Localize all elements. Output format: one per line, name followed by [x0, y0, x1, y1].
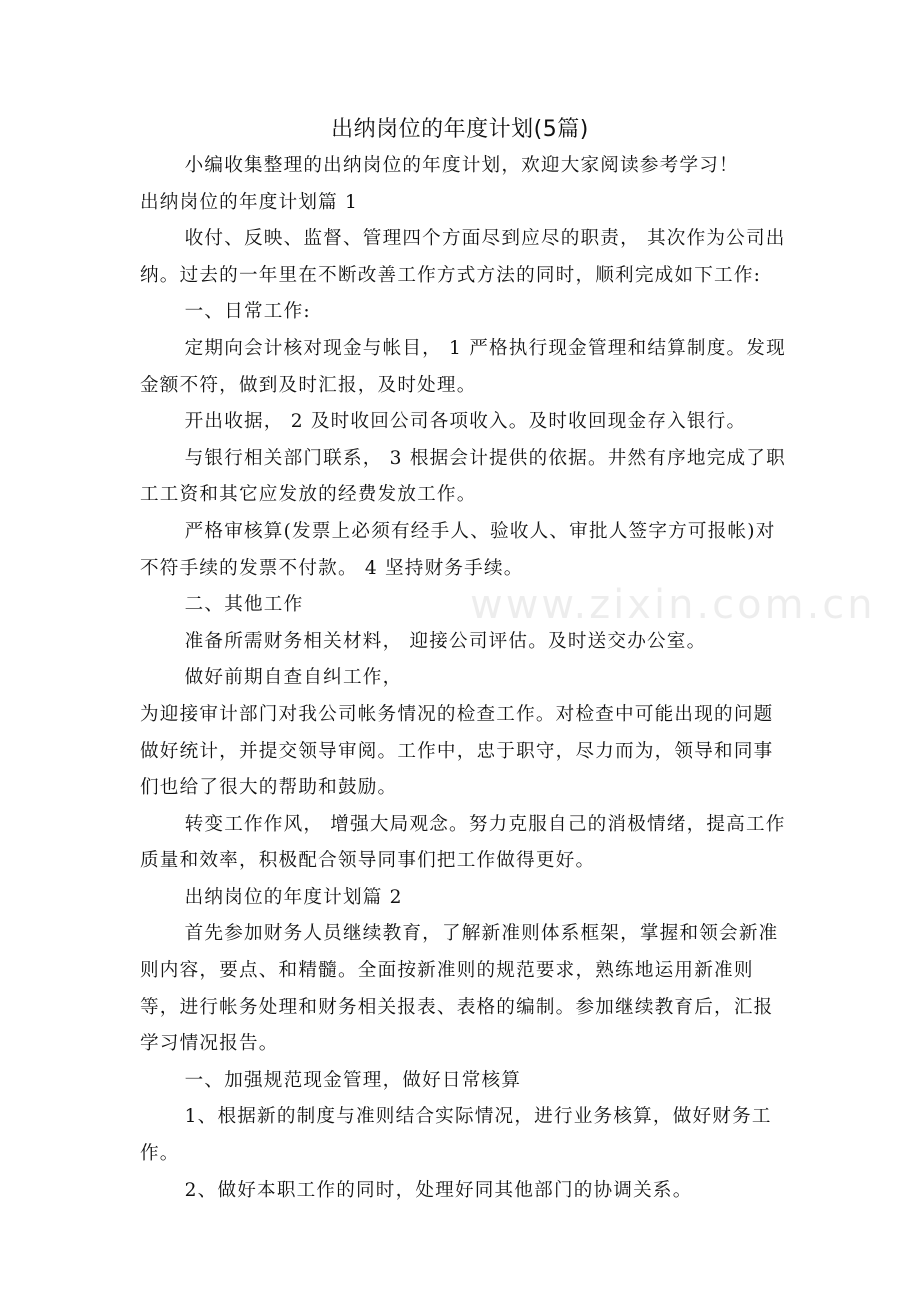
paragraph: 准备所需财务相关材料， 迎接公司评估。及时送交办公室。: [184, 630, 707, 652]
paragraph-intro: 小编收集整理的出纳岗位的年度计划，欢迎大家阅读参考学习！: [184, 155, 739, 176]
paragraph: 转变工作作风， 增强大局观念。努力克服自己的消极情绪，提高工作质量和效率，积极配合领导同事们把工作做得更好。: [140, 813, 786, 872]
paragraph: 首先参加财务人员继续教育，了解新准则体系框架，掌握和领会新准则内容，要点、和精髓。全面按新准则的规范要求，熟练地运用新准则等，进行帐务处理和财务相关报表、表格的编制。参加继续教育后，汇报学习情况报告。: [140, 923, 779, 1055]
paragraph: 收付、反映、监督、管理四个方面尽到应尽的职责， 其次作为公司出纳。过去的一年里在不断改善工作方式方法的同时，顺利完成如下工作:: [140, 228, 786, 286]
document-title: 出纳岗位的年度计划(5篇): [331, 117, 589, 142]
subheading-daily-work: 一、日常工作:: [184, 301, 311, 323]
watermark: www.zixin.com.cn: [470, 582, 876, 628]
document-body: [140, 148, 786, 1209]
paragraph: 与银行相关部门联系， 3 根据会计提供的依据。井然有序地完成了职工工资和其它应发放的经费发放工作。: [140, 447, 786, 506]
paragraph: 做好前期自查自纠工作，: [184, 667, 403, 689]
section-heading-2: 出纳岗位的年度计划篇 2: [184, 886, 403, 908]
paragraph: 开出收据， 2 及时收回公司各项收入。及时收回现金存入银行。: [184, 411, 747, 433]
list-item: 2、做好本职工作的同时，处理好同其他部门的协调关系。: [184, 1179, 693, 1201]
section-heading-1: 出纳岗位的年度计划篇 1: [140, 191, 359, 213]
paragraph: 为迎接审计部门对我公司帐务情况的检查工作。对检查中可能出现的问题做好统计，并提交领导审阅。工作中，忠于职守，尽力而为，领导和同事们也给了很大的帮助和鼓励。: [140, 703, 774, 799]
subheading-cash-management: 一、加强规范现金管理，做好日常核算: [184, 1069, 522, 1091]
list-item: 1、根据新的制度与准则结合实际情况，进行业务核算，做好财务工作。: [140, 1106, 772, 1165]
subheading-other-work: 二、其他工作: [184, 594, 304, 616]
paragraph: 定期向会计核对现金与帐目， 1 严格执行现金管理和结算制度。发现金额不符，做到及时汇报，及时处理。: [140, 337, 786, 396]
paragraph: 严格审核算(发票上必须有经手人、验收人、审批人签字方可报帐)对不符手续的发票不付款。 4 坚持财务手续。: [140, 520, 776, 579]
